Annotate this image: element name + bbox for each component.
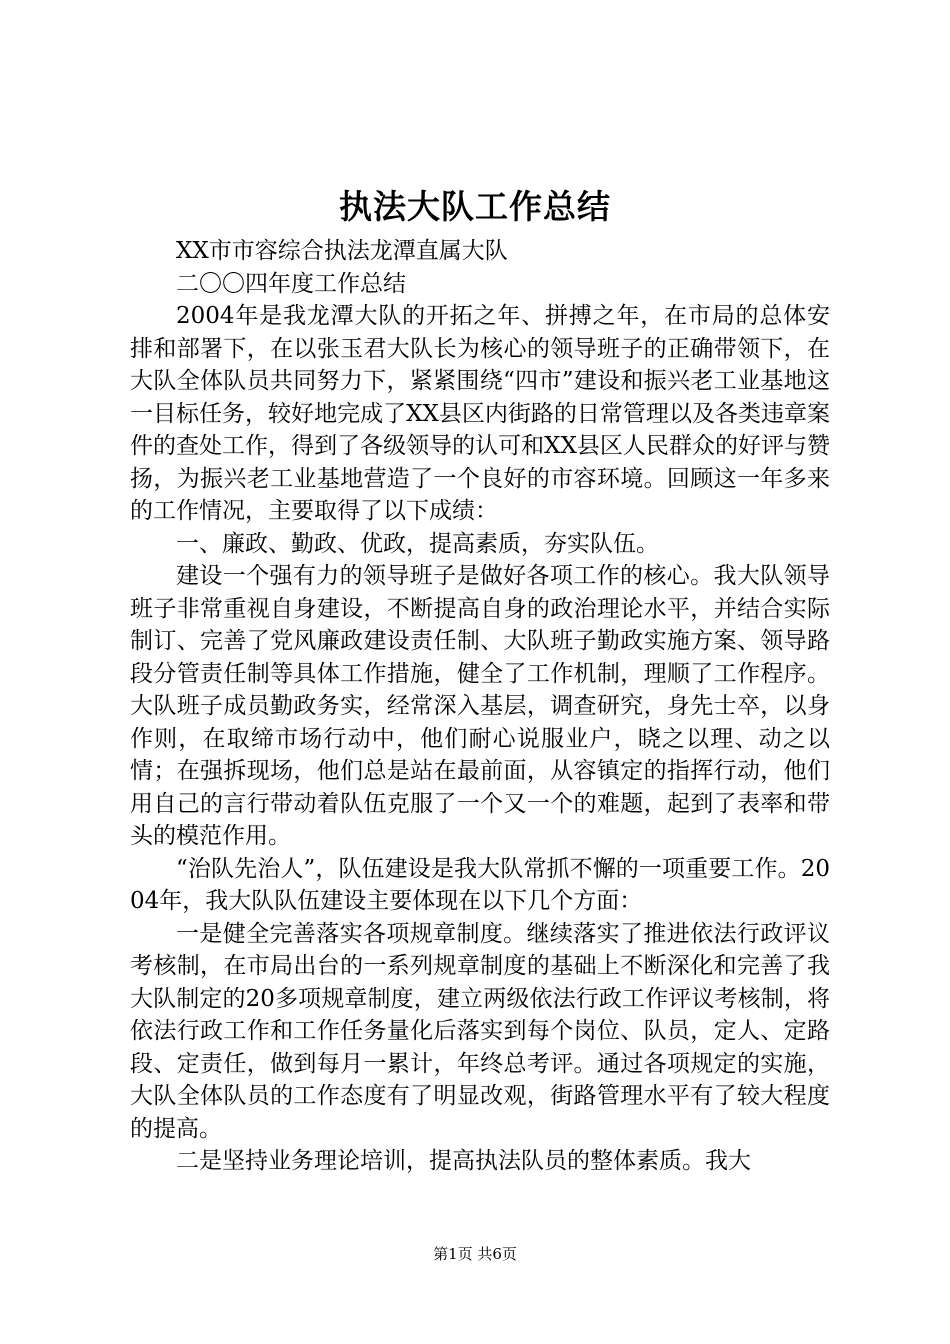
document-body	[130, 235, 830, 1178]
paragraph-subtitle: 二〇〇四年度工作总结	[176, 270, 406, 297]
paragraph-intro: 2004年是我龙潭大队的开拓之年、拼搏之年，在市局的总体安排和部署下，在以张玉君大队长为核心的领导班子的正确带领下，在大队全体队员共同努力下，紧紧围绕“四市”建设和振兴老工业基地这一目标任务，较好地完成了XX县区内街路的日常管理以及各类违章案件的查处工作，得到了各级领导的认可和XX县区人民群众的好评与赞扬，为振兴老工业基地营造了一个良好的市容环境。回顾这一年多来的工作情况，主要取得了以下成绩：	[130, 303, 830, 524]
paragraph-leadership: 建设一个强有力的领导班子是做好各项工作的核心。我大队领导班子非常重视自身建设，不断提高自身的政治理论水平，并结合实际制订、完善了党风廉政建设责任制、大队班子勤政实施方案、领导路段分管责任制等具体工作措施，健全了工作机制，理顺了工作程序。大队班子成员勤政务实，经常深入基层，调查研究，身先士卒，以身作则，在取缔市场行动中，他们耐心说服业户，晓之以理、动之以情；在强拆现场，他们总是站在最前面，从容镇定的指挥行动，他们用自己的言行带动着队伍克服了一个又一个的难题，起到了表率和带头的模范作用。	[130, 563, 830, 849]
document-title: 执法大队工作总结	[339, 187, 611, 226]
paragraph-point-two: 二是坚持业务理论培训，提高执法队员的整体素质。我大	[176, 1148, 751, 1174]
paragraph-team-building: “治队先治人”，队伍建设是我大队常抓不懈的一项重要工作。2004年，我大队队伍建设主要体现在以下几个方面：	[130, 855, 830, 914]
paragraph-unit-name: XX市市容综合执法龙潭直属大队	[176, 238, 508, 264]
paragraph-section-heading: 一、廉政、勤政、优政，提高素质，夯实队伍。	[176, 530, 659, 557]
paragraph-point-one: 一是健全完善落实各项规章制度。继续落实了推进依法行政评议考核制，在市局出台的一系列规章制度的基础上不断深化和完善了我大队制定的20多项规章制度，建立两级依法行政工作评议考核制，将依法行政工作和工作任务量化后落实到每个岗位、队员，定人、定路段、定责任，做到每月一累计，年终总考评。通过各项规定的实施，大队全体队员的工作态度有了明显改观，街路管理水平有了较大程度的提高。	[130, 920, 830, 1142]
page-footer: 第1页 共6页	[433, 1245, 517, 1263]
